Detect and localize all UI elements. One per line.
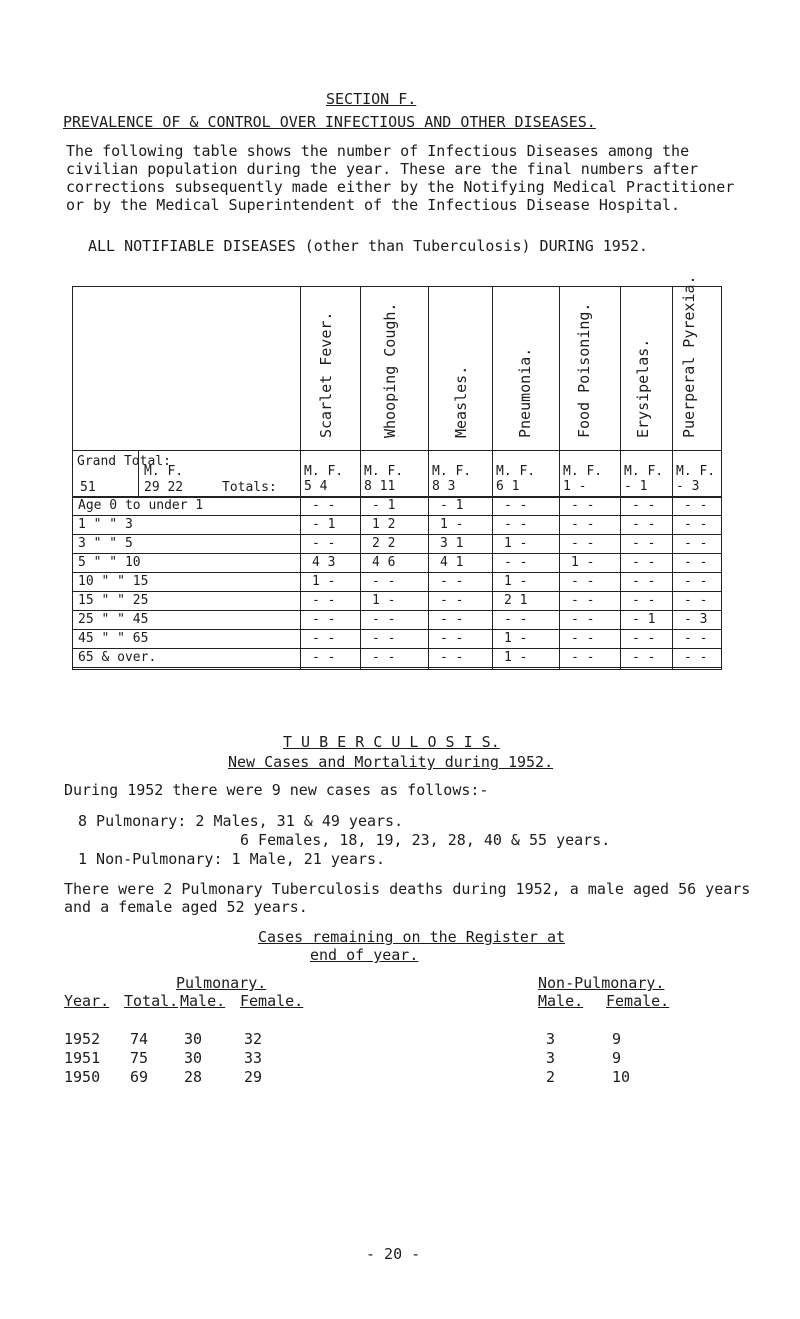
row-divider xyxy=(72,572,722,573)
totals-cell: M. F. 6 1 xyxy=(496,464,536,494)
register-cell-year: 1951 xyxy=(64,1049,101,1067)
register-cell-np-male: 3 xyxy=(546,1030,556,1048)
age-row-label: 65 & over. xyxy=(78,650,157,665)
age-row-cell: - - xyxy=(632,517,656,532)
age-row-cell: - - xyxy=(571,612,595,627)
male-header: Male. xyxy=(180,992,226,1010)
age-row-cell: 2 1 xyxy=(504,593,528,608)
intro-paragraph: The following table shows the number of Infectious Diseases among the civilian population during the year. These are the final numbers after corrections subsequently made either by the Notifying Medical Practitioner or by the Medical Superintendent of the Infectious Disease Hospital. xyxy=(66,142,735,214)
register-cell-np-female: 9 xyxy=(612,1030,622,1048)
age-row-cell: - - xyxy=(684,650,708,665)
register-cell-female: 32 xyxy=(244,1030,263,1048)
age-row-cell: - - xyxy=(312,593,336,608)
row-divider xyxy=(72,534,722,535)
year-header: Year. xyxy=(64,992,110,1010)
age-row-cell: - - xyxy=(571,498,595,513)
header-bottom-border xyxy=(72,450,722,451)
age-row-cell: - - xyxy=(571,593,595,608)
tb-females-line: 6 Females, 18, 19, 23, 28, 40 & 55 years. xyxy=(240,831,611,849)
np-male-header: Male. xyxy=(538,992,584,1010)
age-row-cell: - - xyxy=(571,650,595,665)
age-row-cell: - 1 xyxy=(372,498,396,513)
age-row-cell: - - xyxy=(504,612,528,627)
age-row-label: 10 " " 15 xyxy=(78,574,149,589)
age-row-label: 3 " " 5 xyxy=(78,536,133,551)
age-row-cell: 1 - xyxy=(504,631,528,646)
column-header-whooping-cough: Whooping Cough. xyxy=(381,302,399,438)
age-row-cell: - - xyxy=(684,593,708,608)
age-row-cell: - - xyxy=(571,574,595,589)
age-row-cell: - - xyxy=(571,631,595,646)
register-cell-np-male: 3 xyxy=(546,1049,556,1067)
age-row-cell: 1 - xyxy=(372,593,396,608)
row-divider xyxy=(72,515,722,516)
totals-label: Totals: xyxy=(222,480,277,495)
age-row-label: 1 " " 3 xyxy=(78,517,133,532)
register-subtitle: end of year. xyxy=(310,946,419,964)
age-row-cell: - - xyxy=(571,517,595,532)
register-cell-year: 1952 xyxy=(64,1030,101,1048)
column-divider xyxy=(620,286,621,670)
row-divider xyxy=(72,667,722,668)
label-column-divider xyxy=(300,286,301,670)
tb-pulmonary-line: 8 Pulmonary: 2 Males, 31 & 49 years. xyxy=(78,812,404,830)
table-left-border xyxy=(72,286,73,670)
mf-values: 29 22 xyxy=(144,480,184,495)
age-row-cell: - 1 xyxy=(440,498,464,513)
register-cell-male: 28 xyxy=(184,1068,203,1086)
np-female-header: Female. xyxy=(606,992,670,1010)
age-row-cell: 2 2 xyxy=(372,536,396,551)
age-row-label: Age 0 to under 1 xyxy=(78,498,204,513)
column-divider xyxy=(360,286,361,670)
age-row-cell: - - xyxy=(632,536,656,551)
female-header: Female. xyxy=(240,992,304,1010)
age-row-cell: - - xyxy=(632,498,656,513)
totals-cell: M. F. 5 4 xyxy=(304,464,344,494)
non-pulmonary-header: Non-Pulmonary. xyxy=(538,974,665,992)
register-title: Cases remaining on the Register at xyxy=(258,928,566,946)
register-cell-female: 33 xyxy=(244,1049,263,1067)
age-row-cell: - - xyxy=(372,631,396,646)
age-row-label: 25 " " 45 xyxy=(78,612,149,627)
grand-total-value: 51 xyxy=(80,480,96,495)
age-row-cell: - - xyxy=(504,555,528,570)
age-row-cell: 1 - xyxy=(312,574,336,589)
age-row-cell: - - xyxy=(632,631,656,646)
age-row-cell: - - xyxy=(440,612,464,627)
age-row-cell: - - xyxy=(632,555,656,570)
age-row-cell: - - xyxy=(312,536,336,551)
page-number: - 20 - xyxy=(366,1245,421,1263)
age-row-cell: - - xyxy=(632,593,656,608)
age-row-cell: - - xyxy=(372,612,396,627)
totals-cell: M. F. - 3 xyxy=(676,464,716,494)
register-cell-np-female: 9 xyxy=(612,1049,622,1067)
age-row-cell: 3 1 xyxy=(440,536,464,551)
age-row-cell: 4 3 xyxy=(312,555,336,570)
register-cell-male: 30 xyxy=(184,1030,203,1048)
age-row-cell: - - xyxy=(440,650,464,665)
age-row-cell: 1 - xyxy=(440,517,464,532)
tb-title: T U B E R C U L O S I S. xyxy=(283,733,500,751)
grand-total-label: Grand Total: xyxy=(77,454,171,469)
tb-deaths: There were 2 Pulmonary Tuberculosis deaths during 1952, a male aged 56 years and a female aged 52 years. xyxy=(64,880,751,916)
register-cell-np-male: 2 xyxy=(546,1068,556,1086)
age-row-cell: 1 - xyxy=(504,536,528,551)
totals-cell: M. F. 1 - xyxy=(563,464,603,494)
register-cell-year: 1950 xyxy=(64,1068,101,1086)
row-divider xyxy=(72,629,722,630)
age-row-label: 5 " " 10 xyxy=(78,555,141,570)
column-header-food-poisoning: Food Poisoning. xyxy=(575,302,593,438)
age-row-cell: - 3 xyxy=(684,612,708,627)
age-row-cell: - - xyxy=(632,574,656,589)
age-row-cell: 1 - xyxy=(504,574,528,589)
age-row-cell: - - xyxy=(684,631,708,646)
age-row-label: 45 " " 65 xyxy=(78,631,149,646)
column-header-scarlet-fever: Scarlet Fever. xyxy=(317,311,335,438)
age-row-cell: - - xyxy=(312,498,336,513)
notifiable-heading: ALL NOTIFIABLE DISEASES (other than Tuberculosis) DURING 1952. xyxy=(88,237,648,255)
column-divider xyxy=(559,286,560,670)
pulmonary-header: Pulmonary. xyxy=(176,974,267,992)
tb-subtitle: New Cases and Mortality during 1952. xyxy=(228,753,554,771)
age-row-cell: - - xyxy=(372,574,396,589)
section-label: SECTION F. xyxy=(326,90,417,108)
row-divider xyxy=(72,610,722,611)
age-row-cell: - - xyxy=(312,631,336,646)
table-bottom-border xyxy=(72,669,722,670)
age-row-cell: - - xyxy=(504,517,528,532)
column-header-erysipelas: Erysipelas. xyxy=(634,338,652,438)
register-cell-total: 74 xyxy=(130,1030,149,1048)
age-row-cell: - - xyxy=(571,536,595,551)
totals-cell: M. F. 8 11 xyxy=(364,464,404,494)
totals-cell: M. F. 8 3 xyxy=(432,464,472,494)
diseases-table xyxy=(72,275,722,670)
age-row-cell: - - xyxy=(684,536,708,551)
age-row-cell: 4 1 xyxy=(440,555,464,570)
register-cell-female: 29 xyxy=(244,1068,263,1086)
age-row-cell: - - xyxy=(312,650,336,665)
age-row-cell: - - xyxy=(684,517,708,532)
age-row-cell: - - xyxy=(504,498,528,513)
age-row-cell: - - xyxy=(440,631,464,646)
age-row-cell: - - xyxy=(372,650,396,665)
mf-label: M. F. xyxy=(144,464,184,479)
register-cell-total: 69 xyxy=(130,1068,149,1086)
register-cell-np-female: 10 xyxy=(612,1068,631,1086)
age-row-cell: 4 6 xyxy=(372,555,396,570)
page-heading: PREVALENCE OF & CONTROL OVER INFECTIOUS AND OTHER DISEASES. xyxy=(63,113,596,131)
row-divider xyxy=(72,553,722,554)
age-row-cell: - 1 xyxy=(632,612,656,627)
column-divider xyxy=(428,286,429,670)
age-row-cell: - - xyxy=(440,574,464,589)
column-header-measles: Measles. xyxy=(452,365,470,438)
row-divider xyxy=(72,591,722,592)
age-row-cell: - - xyxy=(440,593,464,608)
column-divider xyxy=(492,286,493,670)
register-cell-total: 75 xyxy=(130,1049,149,1067)
column-header-puerperal-pyrexia: Puerperal Pyrexia. xyxy=(680,275,698,438)
age-row-cell: 1 2 xyxy=(372,517,396,532)
row-divider xyxy=(72,648,722,649)
age-row-cell: - - xyxy=(684,574,708,589)
tb-intro: During 1952 there were 9 new cases as follows:- xyxy=(64,781,489,799)
age-row-cell: - - xyxy=(684,555,708,570)
age-row-cell: - 1 xyxy=(312,517,336,532)
total-header: Total. xyxy=(124,992,179,1010)
tb-non-pulmonary-line: 1 Non-Pulmonary: 1 Male, 21 years. xyxy=(78,850,386,868)
age-row-cell: - - xyxy=(312,612,336,627)
age-row-cell: - - xyxy=(684,498,708,513)
age-row-cell: 1 - xyxy=(571,555,595,570)
table-top-border xyxy=(72,286,722,287)
age-row-cell: 1 - xyxy=(504,650,528,665)
totals-cell: M. F. - 1 xyxy=(624,464,664,494)
column-header-pneumonia: Pneumonia. xyxy=(516,347,534,438)
age-row-cell: - - xyxy=(632,650,656,665)
age-row-label: 15 " " 25 xyxy=(78,593,149,608)
register-cell-male: 30 xyxy=(184,1049,203,1067)
